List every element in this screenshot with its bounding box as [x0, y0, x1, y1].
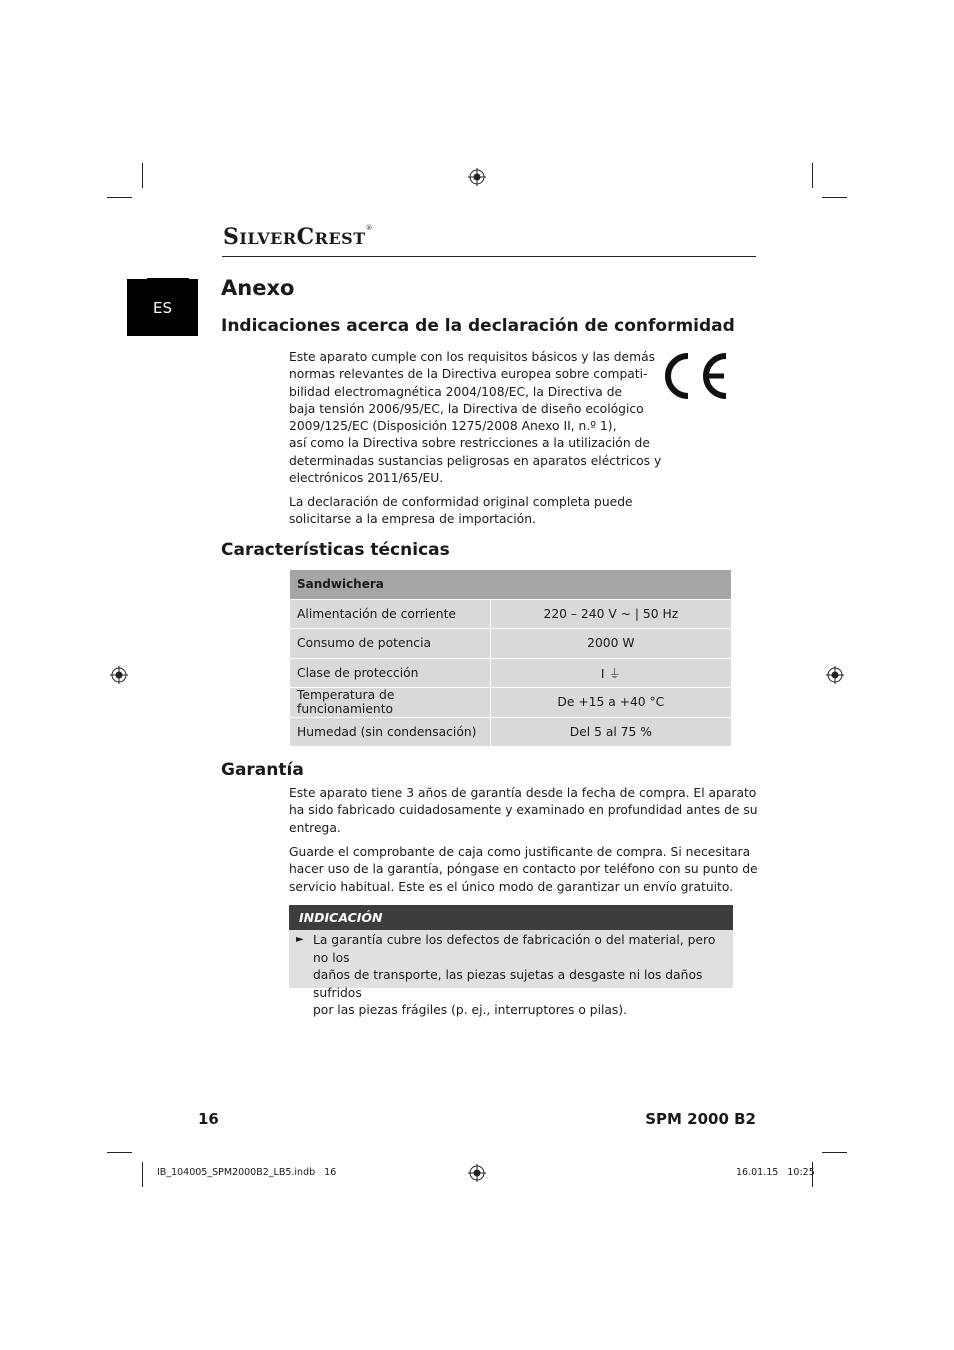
logo-letter: S [223, 224, 240, 250]
text-line: Este aparato tiene 3 años de garantía desde la fecha de compra. El aparato [289, 786, 757, 800]
crop-mark [107, 197, 132, 198]
crop-mark [107, 1152, 132, 1153]
arrow-right-icon: ► [296, 934, 304, 945]
table-row [290, 688, 732, 718]
conformity-paragraph [289, 349, 661, 487]
registration-mark-icon [468, 1164, 486, 1182]
imprint-date: 16.01.15 10:25 [736, 1167, 815, 1178]
text-line: 2009/125/EC (Disposición 1275/2008 Anexo II, n.º 1), [289, 419, 617, 434]
crop-mark [812, 163, 813, 188]
model-number: SPM 2000 B2 [645, 1110, 756, 1128]
text-line: ha sido fabricado cuidadosamente y examinado en profundidad antes de su [289, 803, 758, 818]
registration-mark-icon [110, 666, 128, 684]
text-line: Este aparato cumple con los requisitos básicos y las demás [289, 350, 656, 364]
spec-label: Humedad (sin condensación) [290, 717, 491, 747]
registered-mark: ® [365, 224, 374, 232]
table-header-row [290, 570, 732, 600]
note-heading [289, 905, 733, 930]
text-line: La declaración de conformidad original completa puede [289, 495, 633, 509]
spec-value: De +15 a +40 °C [490, 688, 731, 718]
imprint-file: IB_104005_SPM2000B2_LB5.indb 16 [157, 1167, 337, 1178]
text-line: servicio habitual. Este es el único modo de garantizar un envío gratuito. [289, 879, 734, 894]
language-tab-label: ES [153, 298, 172, 317]
specs-table [289, 569, 732, 747]
text-line: daños de transporte, las piezas sujetas a desgaste ni los daños sufridos [313, 968, 703, 1000]
spec-label: Consumo de potencia [290, 629, 491, 659]
brand-logo [223, 224, 373, 250]
warranty-heading: Garantía [221, 760, 304, 780]
conformity-heading: Indicaciones acerca de la declaración de conformidad [221, 316, 735, 336]
spec-label: Temperatura de funcionamiento [290, 688, 491, 718]
text-line: entrega. [289, 820, 341, 835]
ce-mark-icon [655, 351, 729, 401]
crop-mark [142, 1162, 143, 1187]
spec-value: 2000 W [490, 629, 731, 659]
language-tab [127, 279, 198, 336]
table-row [290, 599, 732, 629]
text-line: La garantía cubre los defectos de fabricación o del material, pero no los [313, 933, 716, 965]
note-heading-label: INDICACIÓN [299, 910, 383, 925]
registration-mark-icon [826, 666, 844, 684]
table-row [290, 658, 732, 688]
table-row [290, 629, 732, 659]
spec-value: I ⏚ [490, 658, 731, 688]
page-number: 16 [198, 1110, 219, 1128]
text-line: baja tensión 2006/95/EC, la Directiva de diseño ecológico [289, 401, 644, 416]
crop-mark [142, 163, 143, 188]
text-line: determinadas sustancias peligrosas en aparatos eléctricos y [289, 453, 662, 468]
logo-letter: C [296, 224, 315, 250]
text-line: Guarde el comprobante de caja como justificante de compra. Si necesitara [289, 845, 751, 859]
note-text [313, 932, 718, 1020]
spec-value: Del 5 al 75 % [490, 717, 731, 747]
warranty-paragraph-2 [289, 844, 758, 896]
crop-mark [822, 1152, 847, 1153]
crop-mark [822, 197, 847, 198]
text-line: bilidad electromagnética 2004/108/EC, la Directiva de [289, 384, 623, 399]
spec-value: 220 – 240 V ~ | 50 Hz [490, 599, 731, 629]
text-line: hacer uso de la garantía, póngase en contacto por teléfono con su punto de [289, 862, 758, 877]
page-title: Anexo [221, 276, 295, 300]
registration-mark-icon [468, 168, 486, 186]
table-title: Sandwichera [290, 570, 732, 600]
text-line: así como la Directiva sobre restricciones a la utilización de [289, 436, 650, 451]
specs-heading: Características técnicas [221, 540, 450, 560]
text-line: electrónicos 2011/65/EU. [289, 471, 444, 486]
spec-label: Alimentación de corriente [290, 599, 491, 629]
table-row [290, 717, 732, 747]
conformity-paragraph-2 [289, 494, 633, 529]
logo-letters: REST [314, 229, 366, 248]
text-line: por las piezas frágiles (p. ej., interruptores o pilas). [313, 1003, 628, 1017]
logo-letters: ILVER [239, 229, 297, 248]
text-line: normas relevantes de la Directiva europea sobre compati- [289, 367, 648, 382]
text-line: solicitarse a la empresa de importación. [289, 512, 536, 527]
warranty-paragraph [289, 785, 758, 837]
spec-label: Clase de protección [290, 658, 491, 688]
header-divider [222, 256, 756, 257]
